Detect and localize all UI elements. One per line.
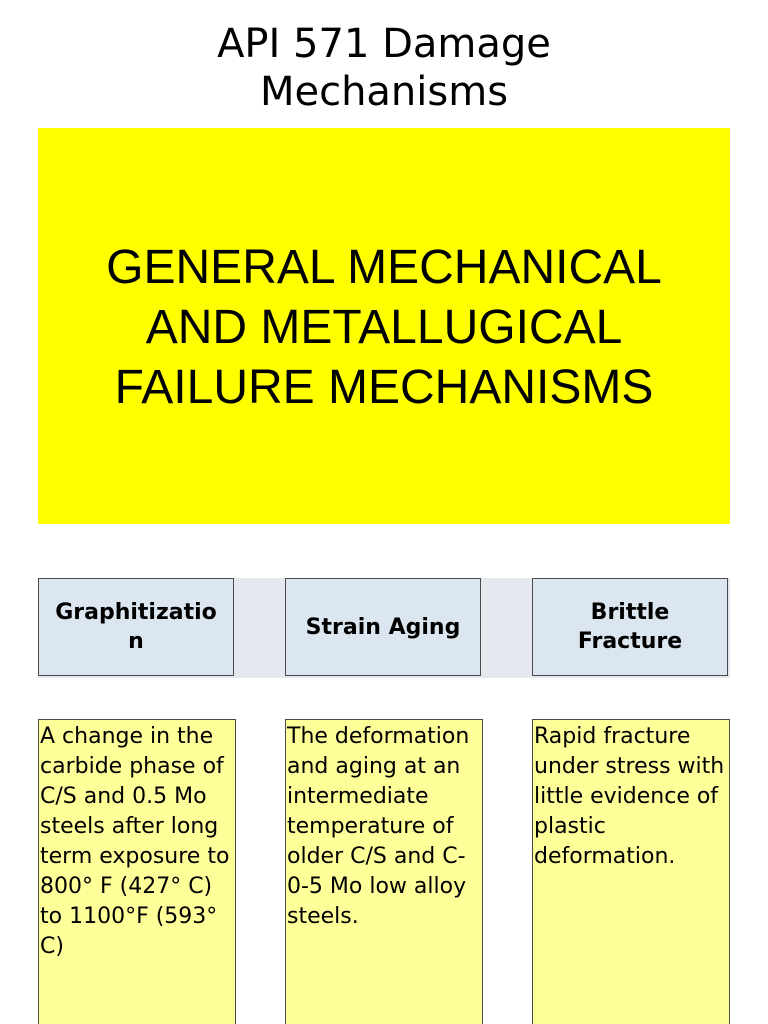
heading-brittle-fracture [532, 578, 728, 676]
heading-label: Brittle Fracture [577, 600, 683, 654]
description-strain-aging: The deformation and aging at an intermediate temperature of older C/S and C-0-5 Mo low alloy steels. [285, 719, 483, 1024]
heading-label: Strain Aging [305, 614, 461, 640]
slide-title: API 571 Damage Mechanisms [217, 21, 551, 115]
banner-text: GENERAL MECHANICAL AND METALLUGICAL FAILURE MECHANISMS [106, 241, 662, 414]
description-graphitization: A change in the carbide phase of C/S and 0.5 Mo steels after long term exposure to 800° F (427° C) to 1100°F (593° C) [38, 719, 236, 1024]
description-brittle-fracture: Rapid fracture under stress with little evidence of plastic deformation. [532, 719, 730, 1024]
heading-label: Graphitizatio n [55, 600, 217, 654]
heading-strain-aging [285, 578, 481, 676]
heading-graphitization [38, 578, 234, 676]
section-banner [38, 128, 730, 524]
